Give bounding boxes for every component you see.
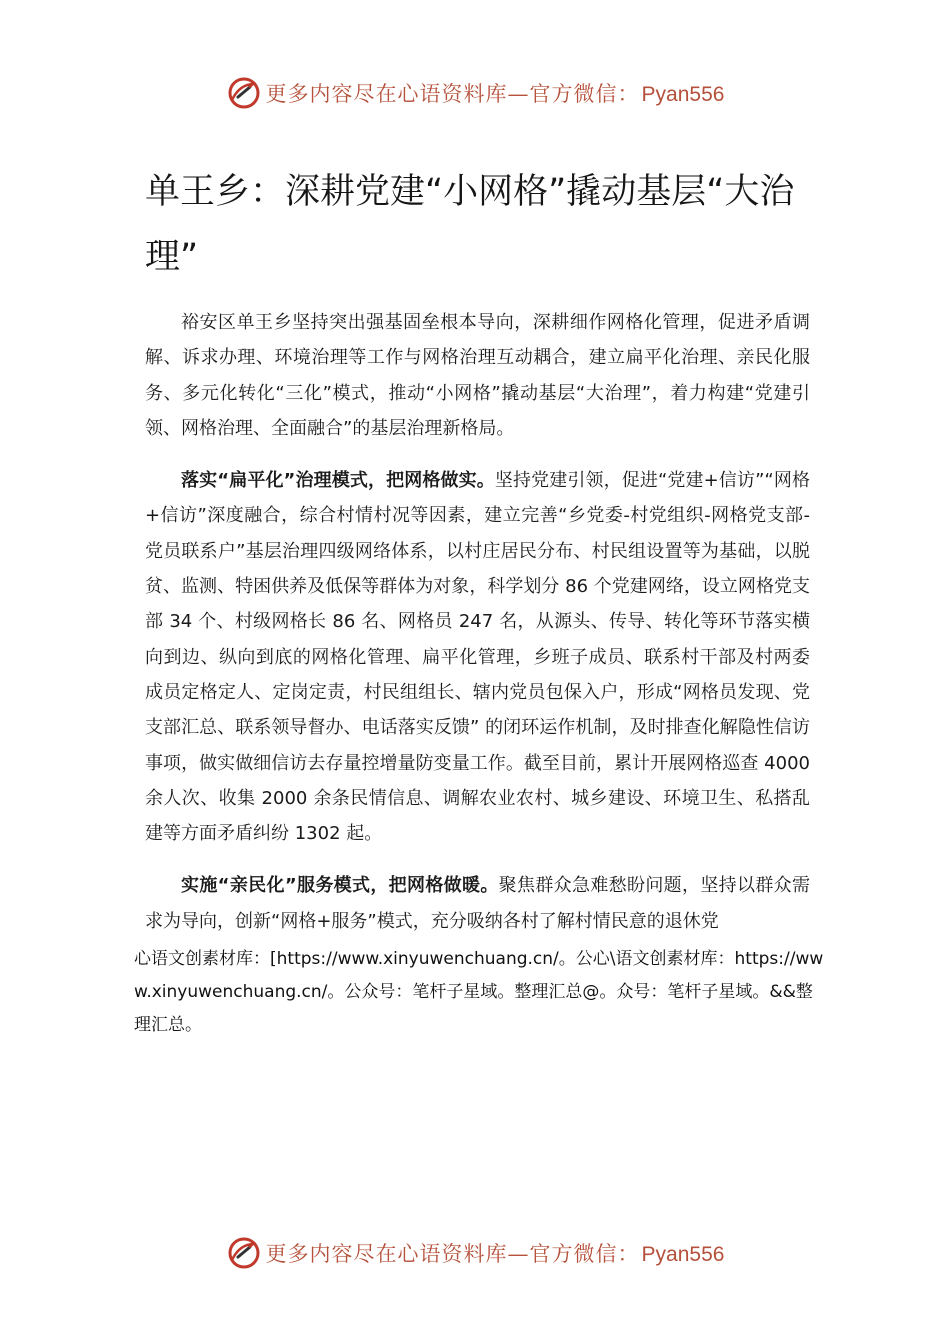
article-body	[145, 305, 810, 939]
banner-text	[266, 1238, 725, 1268]
footer-banner	[0, 1230, 950, 1276]
banner-label: 更多内容尽在心语资料库—官方微信：	[265, 82, 640, 106]
wechat-handle: Pyan556	[641, 83, 725, 106]
section-body: 坚持党建引领，促进“党建+信访”“网格+信访”深度融合，综合村情村况等因素，建立完善“乡党委-村党组织-网格党支部-党员联系户”基层治理四级网络体系，以村庄居民分布、村民组设置等为基础，以脱贫、监测、特困供养及低保等群体为对象，科学划分 86 个党建网络，设立网格党支部 34 个、村级网格长 86 名、网格员 247 名，从源头、传导、转化等环节落实横向到边、纵向到底的网格化管理、扁平化管理，乡班子成员、联系村干部及村两委成员定格定人、定岗定责，村民组组长、辖内党员包保入户，形成“网格员发现、党支部汇总、联系领导督办、电话落实反馈” 的闭环运作机制，及时排查化解隐性信访事项，做实做细信访去存量控增量防变量工作。截至目前，累计开展网格巡查 4000 余人次、收集 2000 余条民情信息、调解农业农村、城乡建设、环境卫生、私搭乱建等方面矛盾纠纷 1302 起。	[145, 470, 810, 845]
intro-paragraph: 裕安区单王乡坚持突出强基固垒根本导向，深耕细作网格化管理，促进矛盾调解、诉求办理、环境治理等工作与网格治理互动耦合，建立扁平化治理、亲民化服务、多元化转化“三化”模式，推动“小网格”撬动基层“大治理”，着力构建“党建引领、网格治理、全面融合”的基层治理新格局。	[145, 312, 810, 439]
wechat-handle: Pyan556	[641, 1243, 725, 1266]
section-heading: 实施“亲民化”服务模式，把网格做暖。	[181, 875, 499, 897]
section-body: 聚焦群众急难愁盼问题，坚持以群众需求为导向，创新“网格+服务”模式，充分吸纳各村了解村情民意的退休党	[145, 875, 810, 932]
page-title: 单王乡：深耕党建“小网格”撬动基层“大治理”	[145, 172, 795, 277]
banner-label: 更多内容尽在心语资料库—官方微信：	[265, 1242, 640, 1266]
banner-text	[266, 78, 725, 108]
brand-logo-icon	[226, 75, 262, 111]
brand-logo-icon	[226, 1235, 262, 1271]
source-footnote: 心语文创素材库：[https://www.xinyuwenchuang.cn/。公心\语文创素材库：https://www.xinyuwenchuang.cn/。公众号：笔杆子星域。整理汇总@。众号：笔杆子星域。&&整理汇总。	[134, 949, 824, 1035]
header-banner	[0, 70, 950, 116]
section-paragraph	[145, 868, 810, 939]
section-heading: 落实“扁平化”治理模式，把网格做实。	[181, 470, 495, 492]
section-paragraph	[145, 463, 810, 851]
